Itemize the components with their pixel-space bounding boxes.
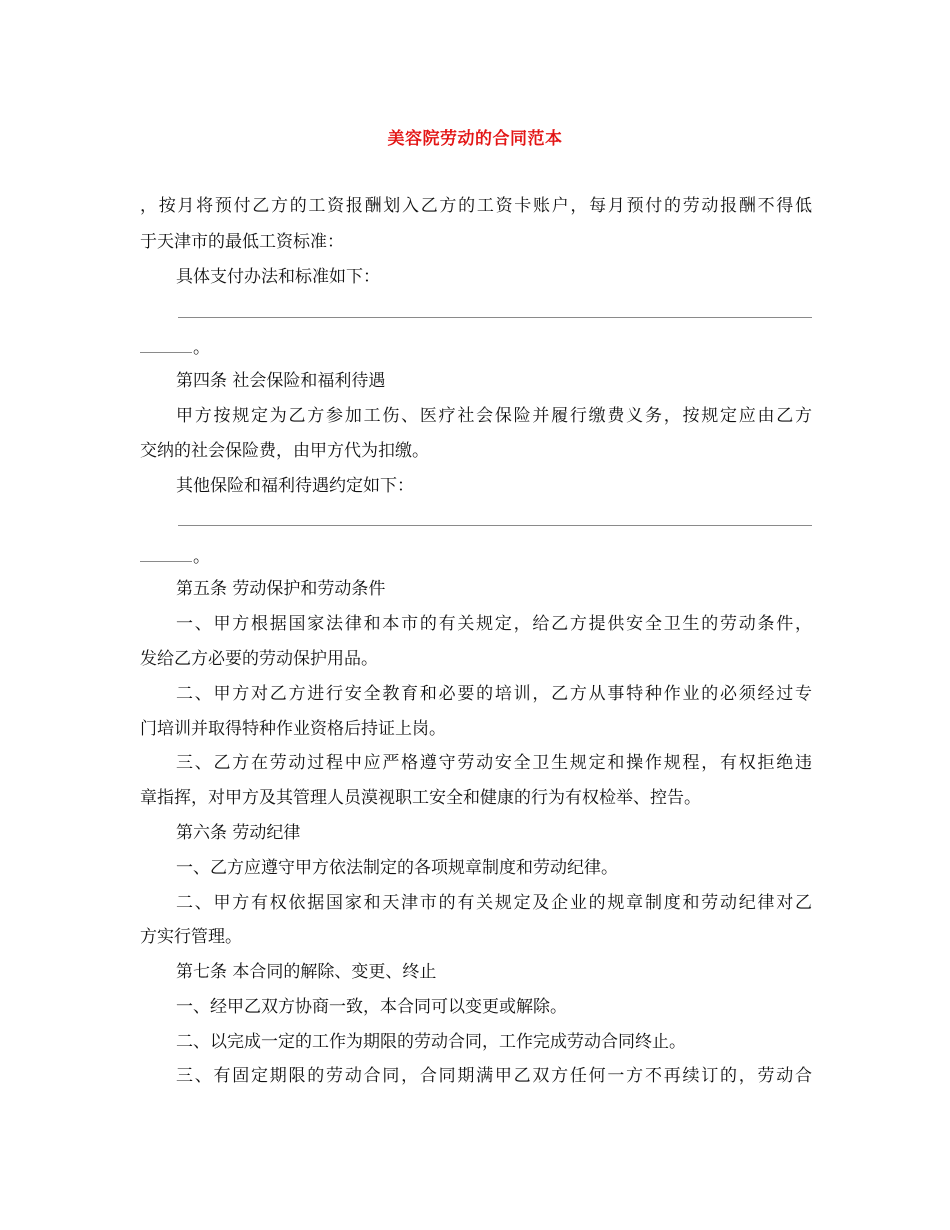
section-heading: 第七条 本合同的解除、变更、终止 [176, 962, 437, 982]
section-heading: 第六条 劳动纪律 [176, 823, 301, 843]
paragraph-line: 二、以完成一定的工作为期限的劳动合同，工作完成劳动合同终止。 [176, 1032, 686, 1052]
paragraph-line: 二、甲方有权依据国家和天津市的有关规定及企业的规章制度和劳动纪律对乙 [176, 893, 812, 913]
paragraph-line: 于天津市的最低工资标准： [140, 232, 344, 252]
paragraph-line: 二、甲方对乙方进行安全教育和必要的培训，乙方从事特种作业的必须经过专 [176, 684, 812, 704]
paragraph-line: 章指挥，对甲方及其管理人员漠视职工安全和健康的行为有权检举、控告。 [140, 788, 701, 808]
section-heading: 第五条 劳动保护和劳动条件 [176, 579, 386, 599]
paragraph-line: 方实行管理。 [140, 927, 242, 947]
paragraph-line: 一、甲方根据国家法律和本市的有关规定，给乙方提供安全卫生的劳动条件， [176, 614, 812, 634]
paragraph-line: 。 [193, 547, 210, 567]
paragraph-line: 其他保险和福利待遇约定如下： [176, 476, 414, 496]
fill-in-blank-line [140, 561, 192, 562]
document-title: 美容院劳动的合同范本 [387, 129, 563, 149]
paragraph-line: ，按月将预付乙方的工资报酬划入乙方的工资卡账户，每月预付的劳动报酬不得低 [140, 196, 812, 216]
paragraph-line: 发给乙方必要的劳动保护用品。 [140, 649, 378, 669]
paragraph-line: 具体支付办法和标准如下： [176, 267, 380, 287]
paragraph-line: 交纳的社会保险费，由甲方代为扣缴。 [140, 441, 429, 461]
paragraph-line: 门培训并取得特种作业资格后持证上岗。 [140, 719, 446, 739]
paragraph-line: 。 [193, 338, 210, 358]
paragraph-line: 三、有固定期限的劳动合同，合同期满甲乙双方任何一方不再续订的，劳动合 [176, 1066, 812, 1086]
paragraph-line: 三、乙方在劳动过程中应严格遵守劳动安全卫生规定和操作规程，有权拒绝违 [176, 753, 812, 773]
paragraph-line: 一、经甲乙双方协商一致，本合同可以变更或解除。 [176, 997, 567, 1017]
fill-in-blank-line [178, 317, 812, 318]
section-heading: 第四条 社会保险和福利待遇 [176, 371, 386, 391]
fill-in-blank-line [178, 525, 812, 526]
paragraph-line: 甲方按规定为乙方参加工伤、医疗社会保险并履行缴费义务，按规定应由乙方 [176, 406, 812, 426]
paragraph-line: 一、乙方应遵守甲方依法制定的各项规章制度和劳动纪律。 [176, 858, 618, 878]
fill-in-blank-line [140, 352, 192, 353]
